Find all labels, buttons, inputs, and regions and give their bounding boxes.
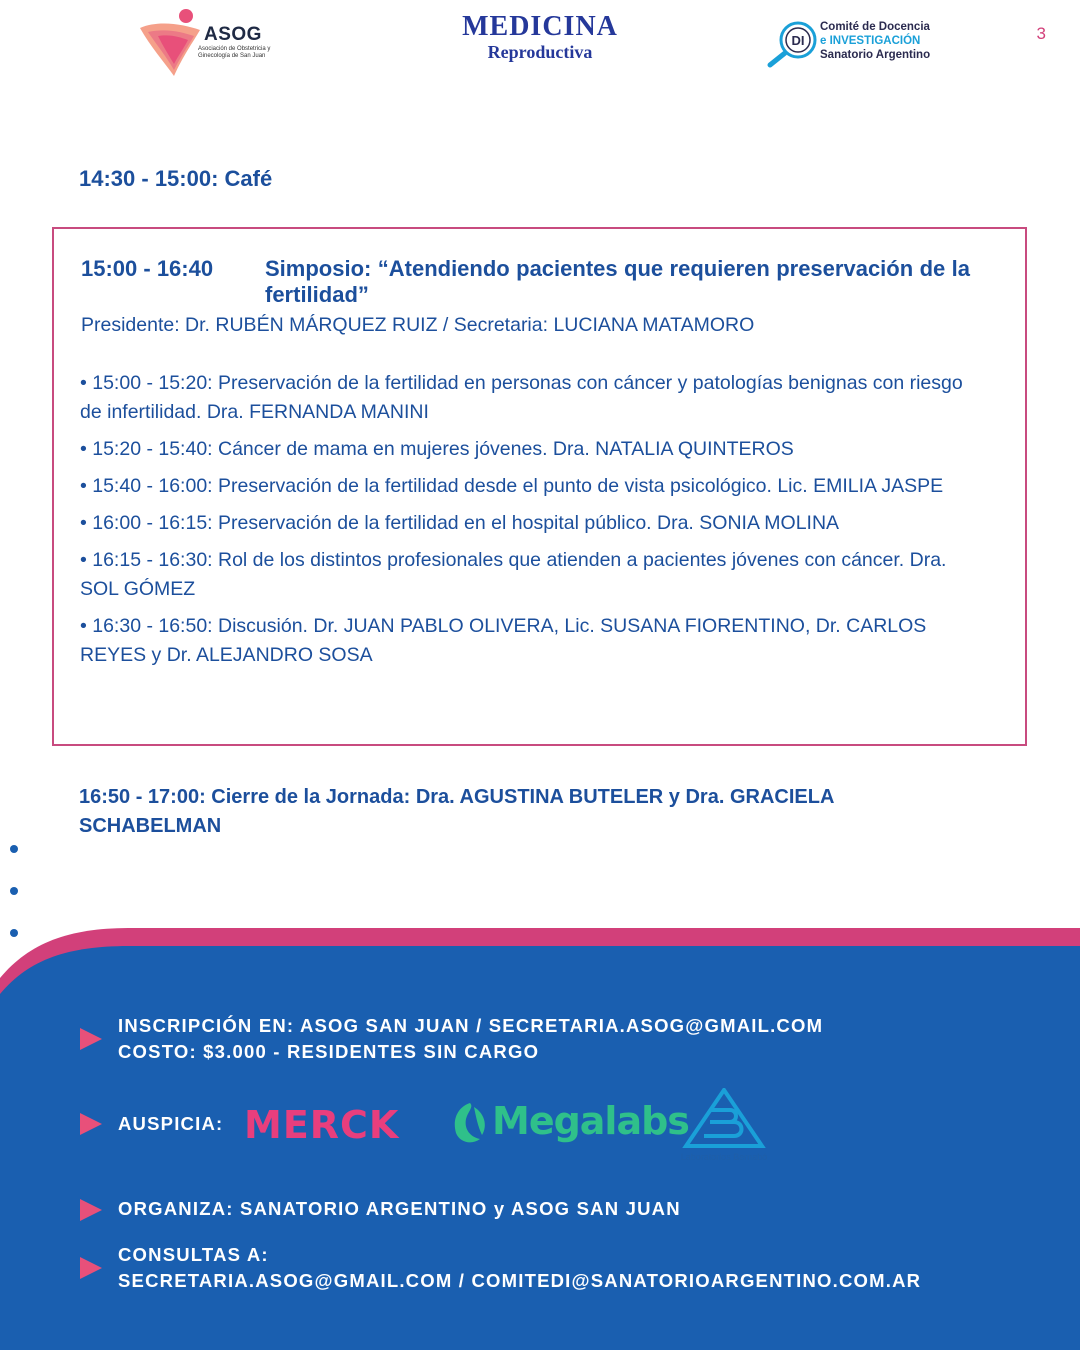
play-arrow-icon	[78, 1197, 104, 1223]
talk-item: • 15:40 - 16:00: Preservación de la fertilidad desde el punto de vista psicológico. Lic. EMILIA JASPE	[80, 475, 944, 497]
play-arrow-icon	[78, 1026, 104, 1052]
di-magnifier-icon	[766, 18, 818, 68]
symposium-box	[52, 227, 1027, 746]
comite-di-logo	[766, 18, 956, 68]
play-arrow-icon	[78, 1255, 104, 1281]
di-line-1: Comité de Docencia	[820, 21, 930, 33]
bernabo-logo	[664, 1088, 784, 1168]
bernabo-logo-icon	[664, 1088, 784, 1152]
megalabs-text: Megalabs	[492, 1099, 689, 1143]
registration-text: INSCRIPCIÓN EN: ASOG SAN JUAN / SECRETARIA.ASOG@GMAIL.COM	[118, 1015, 824, 1036]
talk-item: • 15:20 - 15:40: Cáncer de mama en mujeres jóvenes. Dra. NATALIA QUINTEROS	[80, 438, 794, 460]
symposium-title: Simposio: “Atendiendo pacientes que requieren preservación de la fertilidad”	[265, 256, 970, 307]
asog-name: ASOG	[204, 24, 262, 45]
megalabs-leaf-icon	[450, 1099, 490, 1147]
asog-logo	[138, 6, 288, 78]
symposium-time: 15:00 - 16:40	[81, 256, 214, 281]
cafe-break: 14:30 - 15:00: Café	[79, 166, 273, 191]
talk-item: • 15:00 - 15:20: Preservación de la fertilidad en personas con cáncer y patologías benignas con riesgo de infertilidad. Dra. FERNANDA MANINI	[80, 372, 963, 423]
sponsors-label: AUSPICIA:	[118, 1113, 224, 1134]
talk-item: • 16:00 - 16:15: Preservación de la fertilidad en el hospital público. Dra. SONIA MOLINA	[80, 512, 840, 534]
symposium-authorities: Presidente: Dr. RUBÉN MÁRQUEZ RUIZ / Secretaria: LUCIANA MATAMORO	[81, 314, 755, 336]
di-line-2: e INVESTIGACIÓN	[820, 35, 921, 47]
cost-text: COSTO: $3.000 - RESIDENTES SIN CARGO	[118, 1041, 540, 1062]
medicina-reproductiva-logo	[440, 12, 640, 62]
asog-subtitle: Asociación de Obstetricia y Ginecología de San Juan	[198, 46, 271, 59]
dot	[10, 887, 18, 895]
play-arrow-icon	[78, 1111, 104, 1137]
di-text	[820, 20, 930, 62]
talk-list	[80, 369, 980, 678]
talk-item: • 16:30 - 16:50: Discusión. Dr. JUAN PABLO OLIVERA, Lic. SUSANA FIORENTINO, Dr. CARLOS REYES y Dr. ALEJANDRO SOSA	[80, 615, 927, 666]
header	[0, 0, 1080, 90]
asog-logo-icon	[138, 6, 208, 78]
medicina-title: MEDICINA	[462, 11, 618, 42]
di-line-3: Sanatorio Argentino	[820, 49, 931, 61]
contact-emails: SECRETARIA.ASOG@GMAIL.COM / COMITEDI@SANATORIOARGENTINO.COM.AR	[118, 1270, 922, 1291]
organizer-text: ORGANIZA: SANATORIO ARGENTINO y ASOG SAN JUAN	[118, 1198, 681, 1219]
di-badge: DI	[791, 33, 805, 48]
talk-item: • 16:15 - 16:30: Rol de los distintos profesionales que atienden a pacientes jóvenes con cáncer. Dra. SOL GÓMEZ	[80, 549, 947, 600]
contact-label: CONSULTAS A:	[118, 1244, 269, 1265]
page-number: 3	[1036, 24, 1046, 43]
merck-logo: MERCK	[244, 1103, 400, 1147]
medicina-subtitle: Reproductiva	[487, 42, 593, 62]
closing-session: 16:50 - 17:00: Cierre de la Jornada: Dra. AGUSTINA BUTELER y Dra. GRACIELA SCHABELMAN	[79, 786, 834, 837]
bernabo-text: Laboratorios Bernabó	[680, 1152, 768, 1162]
dot	[10, 845, 18, 853]
